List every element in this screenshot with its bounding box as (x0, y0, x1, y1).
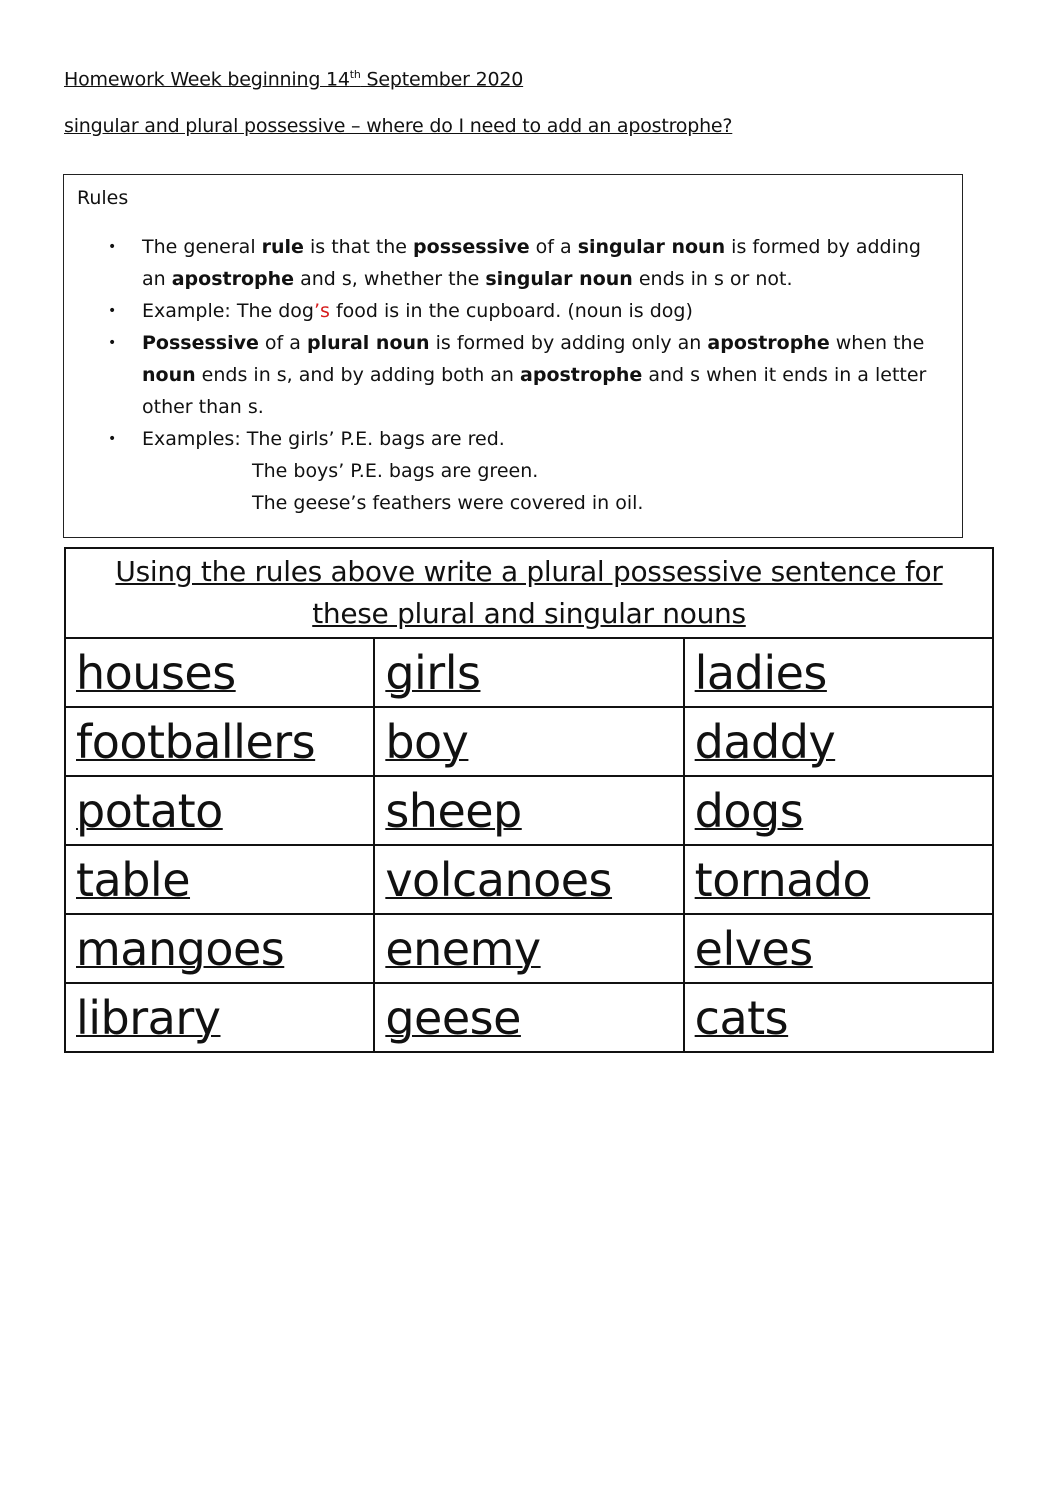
word-cell (374, 983, 683, 1052)
noun-word: cats (694, 990, 789, 1045)
noun-word: footballers (76, 714, 316, 769)
noun-word: sheep (385, 783, 522, 838)
word-cell (374, 776, 683, 845)
rule-bold: apostrophe (171, 268, 295, 290)
example-line: The boys’ P.E. bags are green. (252, 460, 539, 482)
word-cell (684, 707, 993, 776)
word-cell (65, 914, 374, 983)
rule-bold: apostrophe (707, 332, 830, 354)
rule-item (64, 295, 962, 327)
rule-bold: singular noun (577, 236, 726, 258)
title-text: Homework Week beginning 14 (64, 68, 350, 91)
word-table (64, 547, 994, 1053)
word-cell (684, 845, 993, 914)
word-cell (65, 983, 374, 1052)
word-cell (65, 707, 374, 776)
noun-word: table (76, 852, 191, 907)
word-cell (374, 914, 683, 983)
rule-text: and s when it ends in a letter other than s. (142, 364, 927, 418)
noun-word: boy (385, 714, 469, 769)
rule-text: ends in s, and by adding both an (195, 364, 521, 386)
rule-item (64, 231, 962, 295)
noun-word: geese (385, 990, 521, 1045)
noun-word: enemy (385, 921, 541, 976)
example-line: Examples: The girls’ P.E. bags are red. (142, 428, 505, 450)
word-cell (374, 707, 683, 776)
rule-bold: apostrophe (520, 364, 643, 386)
noun-word: dogs (694, 783, 804, 838)
rule-item (64, 327, 962, 423)
rules-list (64, 231, 962, 519)
table-row (65, 776, 993, 845)
rule-text: Example: The dog (142, 300, 314, 322)
word-cell (65, 845, 374, 914)
rule-text: when the (829, 332, 925, 354)
example-line: The geese’s feathers were covered in oil. (252, 492, 644, 514)
title-text-end: September 2020 (360, 68, 524, 91)
worksheet-subtitle: singular and plural possessive – where do I need to add an apostrophe? (64, 115, 733, 137)
noun-word: ladies (694, 645, 827, 700)
bullet-icon: • (108, 303, 117, 319)
rules-box (63, 174, 963, 538)
instruction-line: Using the rules above write a plural possessive sentence for (115, 555, 943, 588)
rule-text: food is in the cupboard. (noun is dog) (329, 300, 693, 322)
instruction-line: these plural and singular nouns (312, 597, 746, 630)
word-cell (65, 776, 374, 845)
rule-text: and s, whether the (294, 268, 486, 290)
rule-text: ends in s or not. (632, 268, 793, 290)
noun-word: volcanoes (385, 852, 613, 907)
noun-word: mangoes (76, 921, 285, 976)
title-superscript: th (349, 68, 361, 81)
rule-text: is that the (303, 236, 414, 258)
table-row (65, 845, 993, 914)
bullet-icon: • (108, 431, 117, 447)
word-cell (684, 983, 993, 1052)
rule-text: is formed by adding an (142, 236, 921, 290)
rule-bold: rule (261, 236, 304, 258)
rule-bold: plural noun (306, 332, 430, 354)
instruction-cell (65, 548, 993, 638)
word-cell (684, 776, 993, 845)
word-cell (374, 638, 683, 707)
rule-bold: possessive (413, 236, 530, 258)
rule-bold: noun (142, 364, 196, 386)
rule-highlight: ’s (314, 300, 330, 322)
rule-bold: singular noun (485, 268, 633, 290)
table-row (65, 983, 993, 1052)
word-cell (684, 914, 993, 983)
rule-item (64, 423, 962, 519)
word-cell (65, 638, 374, 707)
bullet-icon: • (108, 335, 117, 351)
worksheet-title (64, 68, 523, 90)
table-row (65, 914, 993, 983)
noun-word: girls (385, 645, 481, 700)
word-cell (684, 638, 993, 707)
rule-text: is formed by adding only an (429, 332, 708, 354)
noun-word: daddy (694, 714, 836, 769)
word-cell (374, 845, 683, 914)
rule-text: of a (529, 236, 578, 258)
table-row (65, 707, 993, 776)
table-row (65, 638, 993, 707)
instruction-row (65, 548, 993, 638)
noun-word: elves (694, 921, 813, 976)
rule-text: of a (258, 332, 307, 354)
noun-word: potato (76, 783, 223, 838)
noun-word: tornado (694, 852, 871, 907)
rule-text: The general (142, 236, 262, 258)
noun-word: library (76, 990, 221, 1045)
noun-word: houses (76, 645, 236, 700)
rules-heading: Rules (77, 187, 129, 209)
rule-bold: Possessive (142, 332, 259, 354)
bullet-icon: • (108, 239, 117, 255)
